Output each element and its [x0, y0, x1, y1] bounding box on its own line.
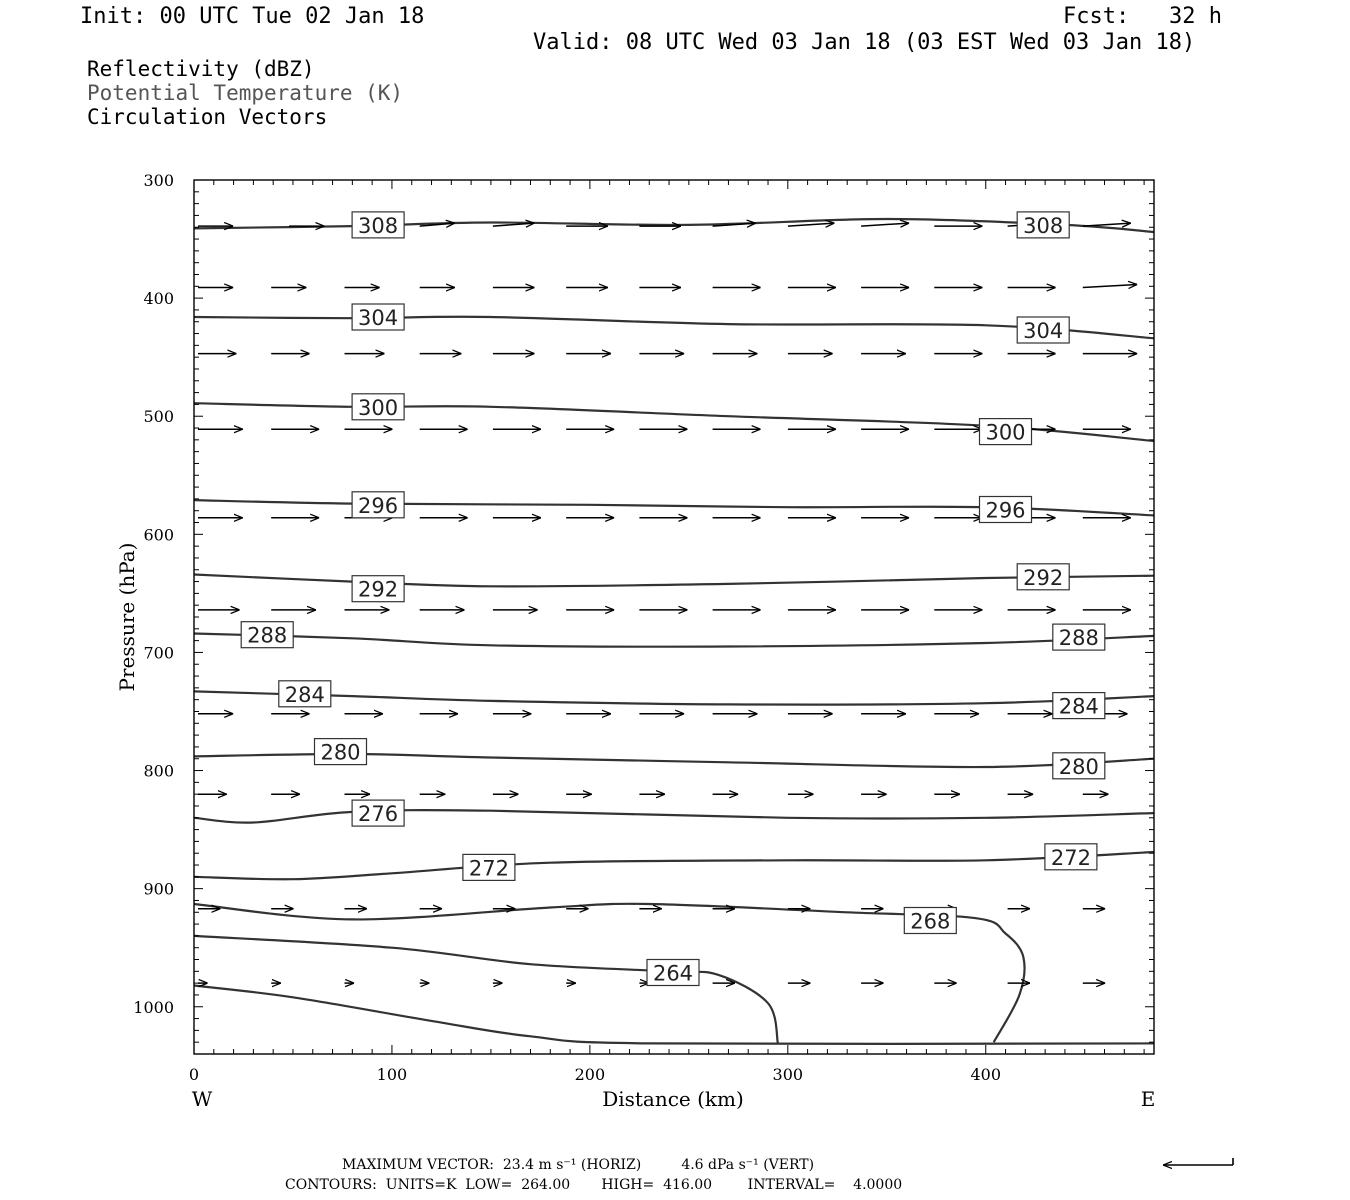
vector-arrow — [1083, 285, 1137, 288]
contour-label: 304 — [358, 306, 399, 330]
x-tick-label: 100 — [376, 1065, 408, 1084]
theta-contours — [194, 219, 1154, 1044]
contour-label: 300 — [985, 420, 1026, 445]
y-tick-label: 600 — [143, 525, 174, 545]
valid-time: Valid: 08 UTC Wed 03 Jan 18 (03 EST Wed 03 Jan 18) — [533, 30, 1196, 55]
contour-label: 284 — [1058, 694, 1099, 719]
contour-label: 272 — [1050, 845, 1091, 870]
contour-label: 272 — [468, 856, 509, 881]
contour-line-288 — [194, 634, 1154, 647]
contour-label: 288 — [1058, 626, 1099, 651]
contour-label: 296 — [358, 493, 399, 518]
vector-arrow — [788, 223, 834, 226]
contour-label: 300 — [358, 395, 399, 420]
y-tick-label: 1000 — [133, 997, 174, 1017]
y-tick-label: 900 — [143, 879, 174, 899]
contour-line-276 — [194, 810, 1154, 823]
x-tick-label: 200 — [574, 1065, 606, 1084]
x-end-label-west: W — [191, 1087, 213, 1111]
contour-line-264-outer — [194, 936, 778, 1044]
vector-arrow — [861, 223, 909, 226]
legend-reflectivity: Reflectivity (dBZ) — [87, 57, 315, 81]
contour-label: 288 — [247, 623, 288, 648]
contour-line-272 — [194, 852, 1154, 879]
init-time: Init: 00 UTC Tue 02 Jan 18 — [80, 4, 425, 29]
legend-potential-temperature: Potential Temperature (K) — [87, 81, 404, 105]
x-tick-label: 400 — [970, 1065, 1002, 1084]
forecast-hour: Fcst: 32 h — [1063, 4, 1222, 29]
contour-label: 280 — [1058, 754, 1099, 779]
x-tick-label: 300 — [772, 1065, 804, 1084]
vector-arrow — [1083, 223, 1131, 226]
contour-label: 292 — [1023, 565, 1064, 590]
contour-label: 276 — [358, 802, 399, 827]
reference-vector — [1163, 1158, 1233, 1165]
contours-note: CONTOURS: UNITS=K LOW= 264.00 HIGH= 416.00 INTERVAL= 4.0000 — [285, 1177, 903, 1193]
x-tick-label: 0 — [188, 1065, 200, 1084]
circulation-vectors — [198, 223, 1137, 983]
contour-label: 308 — [1023, 213, 1064, 238]
contour-label: 264 — [652, 961, 694, 986]
legend-circulation-vectors: Circulation Vectors — [87, 105, 328, 129]
contour-line-304 — [194, 317, 1154, 339]
y-tick-label: 500 — [143, 407, 174, 427]
y-tick-label: 700 — [143, 643, 174, 663]
contour-line-292 — [194, 575, 1154, 587]
y-tick-label: 800 — [143, 761, 174, 781]
contour-label: 296 — [985, 498, 1026, 523]
axis-ticks — [194, 180, 1154, 1054]
contour-label: 304 — [1023, 319, 1064, 343]
y-tick-label: 300 — [143, 171, 174, 190]
plot-border — [194, 180, 1154, 1054]
x-end-label-east: E — [1140, 1087, 1156, 1111]
y-axis-title: Pressure (hPa) — [115, 542, 139, 692]
contour-label: 280 — [320, 740, 361, 765]
contour-line-284 — [194, 691, 1154, 704]
contour-label: 292 — [358, 577, 399, 602]
x-axis-title: Distance (km) — [602, 1087, 744, 1111]
contour-label: 268 — [910, 909, 951, 934]
contour-label: 284 — [284, 682, 325, 707]
plot-frame — [194, 180, 1154, 1054]
contour-label: 308 — [358, 213, 399, 238]
contour-labels — [241, 212, 1105, 986]
y-tick-label: 400 — [143, 289, 174, 309]
max-vector-note: MAXIMUM VECTOR: 23.4 m s⁻¹ (HORIZ) 4.6 dPa s⁻¹ (VERT) — [342, 1157, 815, 1173]
contour-line-268 — [194, 904, 1024, 1042]
